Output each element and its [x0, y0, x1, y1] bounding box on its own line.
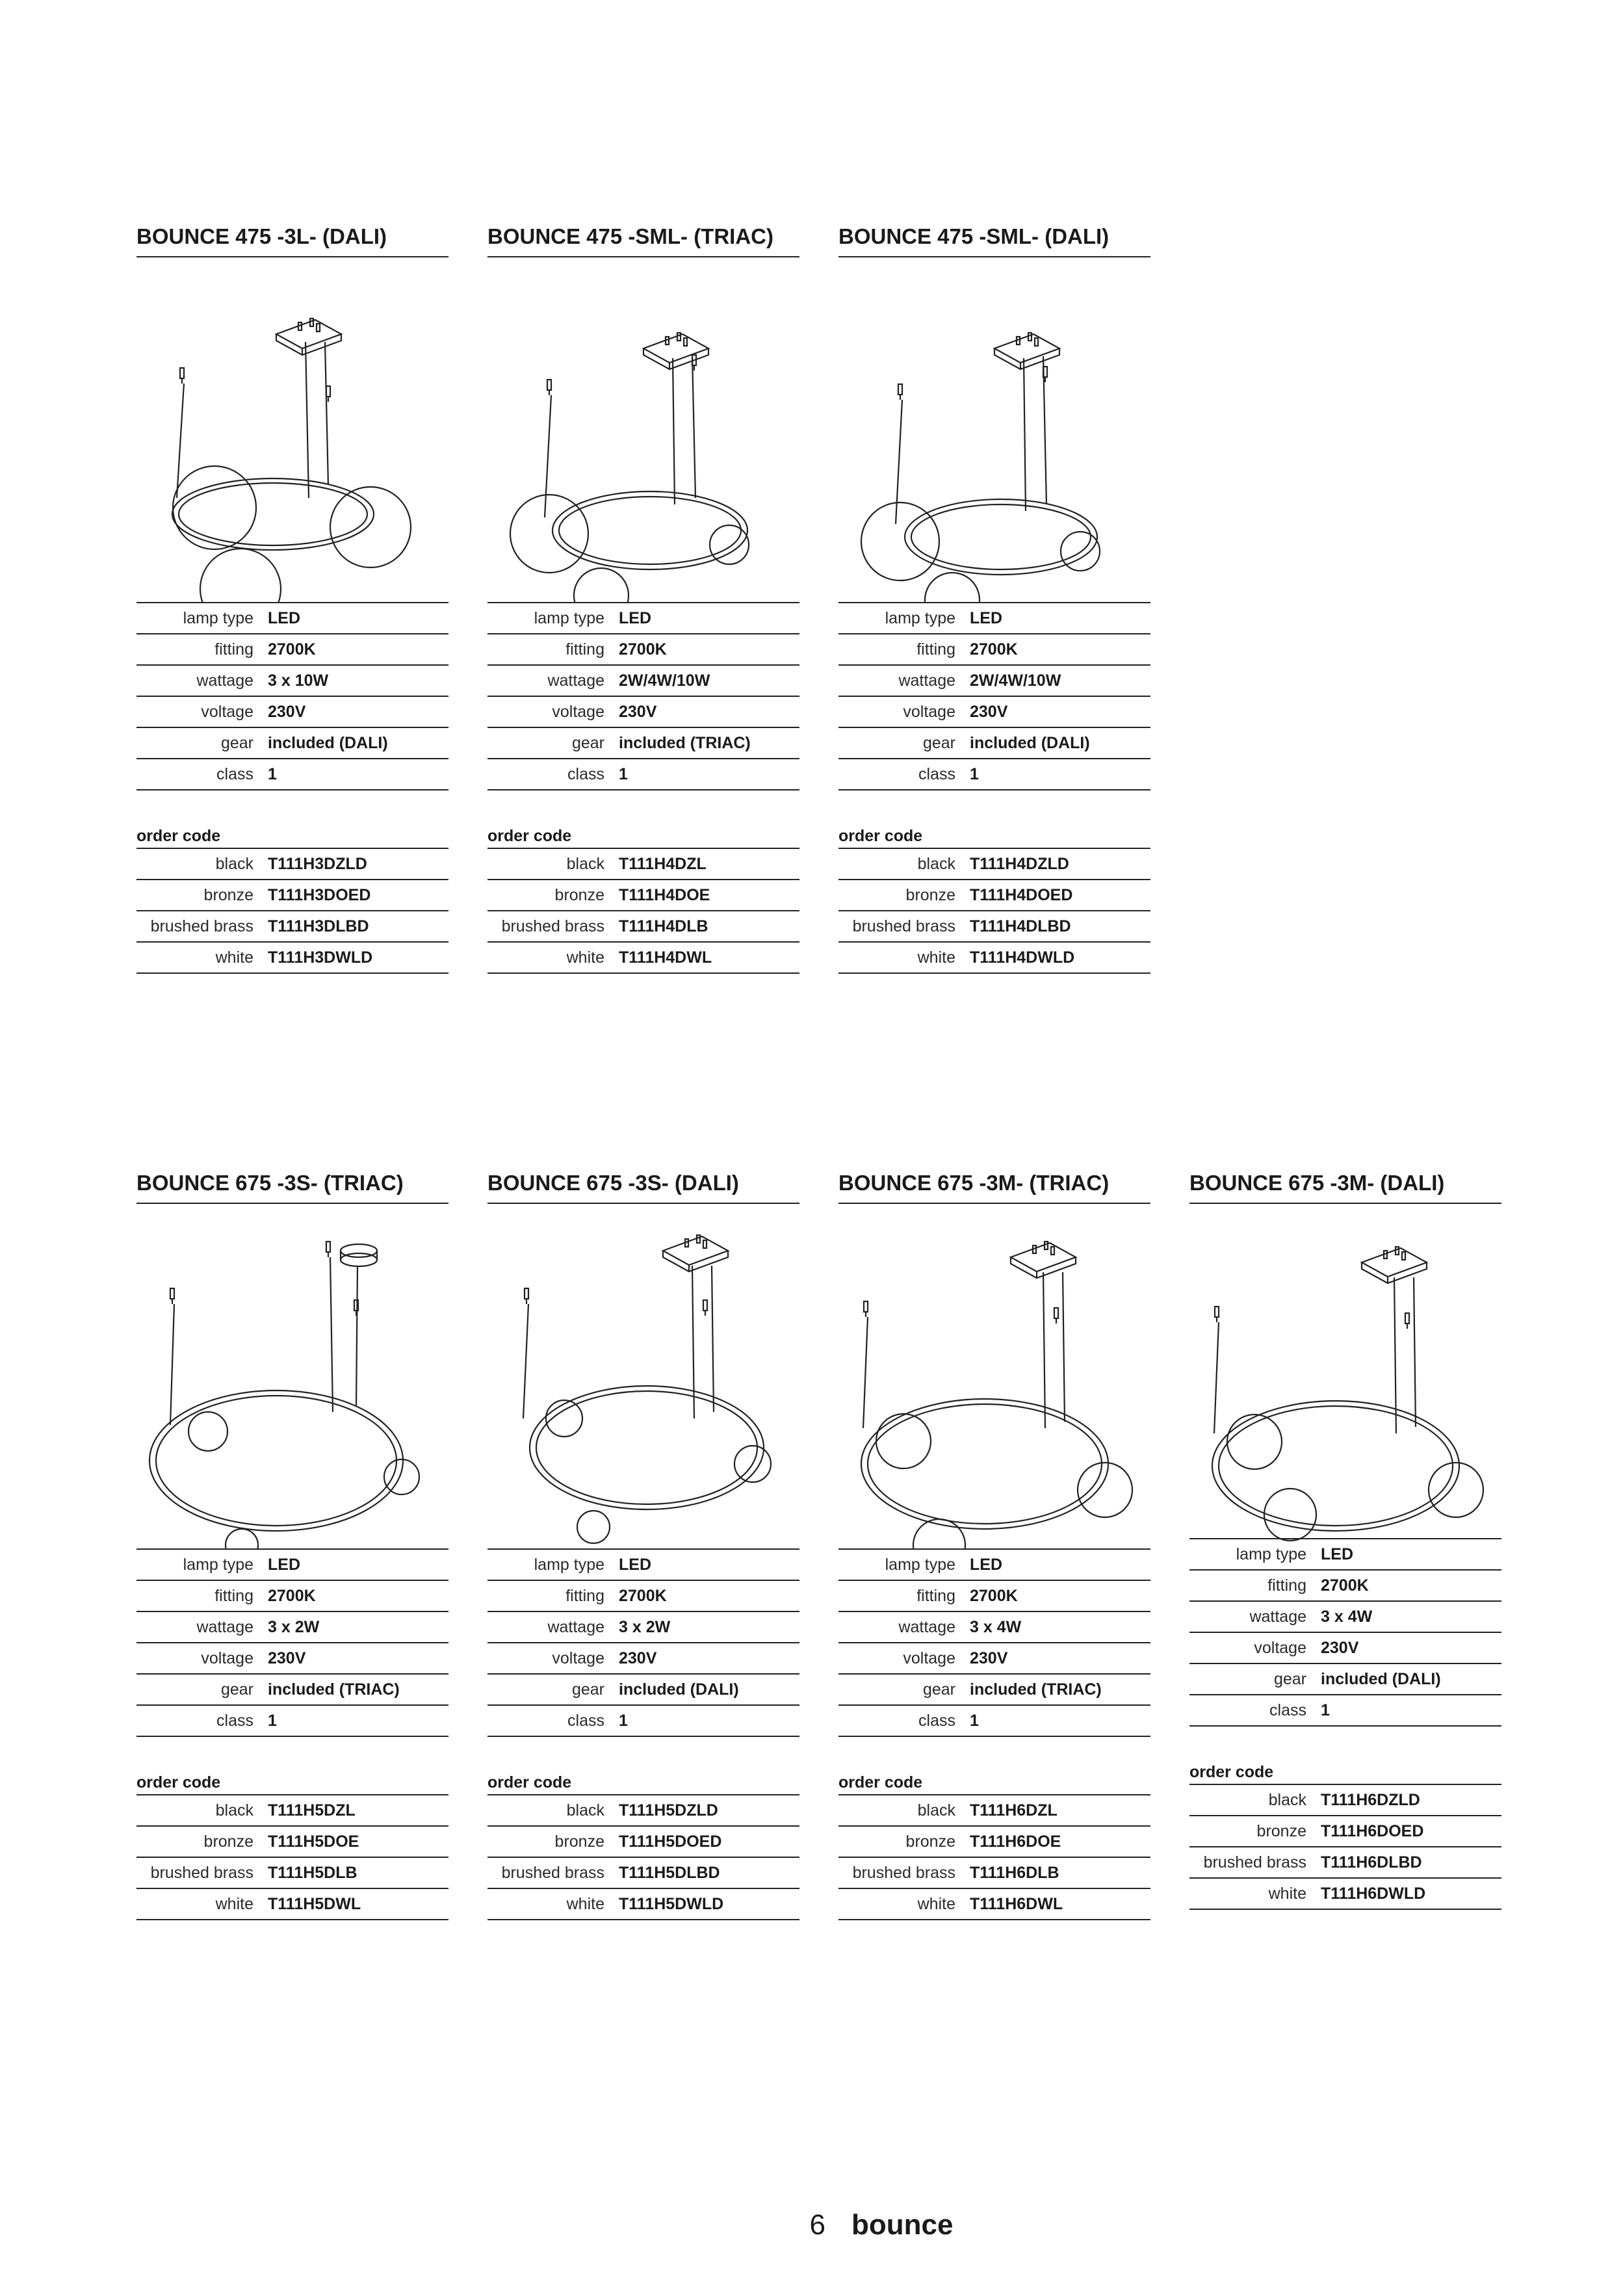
spec-row: [838, 697, 1150, 728]
order-code: T111H5DZL: [268, 1801, 356, 1820]
order-code: T111H4DWL: [619, 948, 712, 967]
spec-table: [1189, 1538, 1501, 1727]
spec-row: [136, 1643, 448, 1675]
order-row: [838, 1889, 1150, 1920]
finish-label: white: [215, 1894, 253, 1913]
spec-table: [136, 602, 448, 790]
finish-label: black: [566, 1801, 604, 1820]
spec-label: fitting: [214, 1586, 253, 1605]
order-code: T111H3DZLD: [268, 854, 367, 873]
spec-row: [838, 1612, 1150, 1643]
order-code-heading: order code: [1189, 1760, 1501, 1785]
order-row: [487, 1858, 799, 1889]
spec-row: [487, 728, 799, 759]
spec-value: 230V: [268, 702, 306, 721]
order-row: [838, 1827, 1150, 1858]
product-title: BOUNCE 475 -3L- (DALI): [136, 224, 448, 257]
spec-row: [1189, 1695, 1501, 1727]
order-code: T111H5DOED: [619, 1832, 722, 1851]
spec-row: [487, 1643, 799, 1675]
spec-value: 2W/4W/10W: [970, 671, 1061, 690]
spec-label: class: [216, 1711, 253, 1730]
spec-label: voltage: [552, 1649, 604, 1667]
spec-label: fitting: [916, 1586, 955, 1605]
order-code: T111H3DWLD: [268, 948, 373, 967]
product-drawing: [487, 1204, 799, 1548]
spec-row: [136, 697, 448, 728]
product-title: BOUNCE 675 -3S- (DALI): [487, 1170, 799, 1204]
product-drawing: [838, 257, 1150, 602]
spec-value: 230V: [268, 1649, 306, 1667]
product-drawing: [1189, 1204, 1501, 1538]
order-code: T111H6DZL: [970, 1801, 1058, 1820]
spec-row: [838, 728, 1150, 759]
order-row: [487, 1827, 799, 1858]
finish-label: black: [917, 1801, 955, 1820]
spec-value: 3 x 4W: [970, 1617, 1022, 1636]
order-row: [136, 1889, 448, 1920]
product-drawing: [136, 1204, 448, 1548]
spec-row: [838, 666, 1150, 697]
spec-value: 1: [970, 764, 979, 783]
spec-value: 2700K: [970, 640, 1018, 659]
spec-row: [136, 1550, 448, 1581]
finish-label: white: [215, 948, 253, 967]
spec-value: LED: [619, 608, 651, 627]
spec-table: [487, 1548, 799, 1737]
product-title: BOUNCE 675 -3S- (TRIAC): [136, 1170, 448, 1204]
order-row: [1189, 1816, 1501, 1847]
spec-value: 3 x 10W: [268, 671, 329, 690]
order-code: T111H6DWLD: [1321, 1884, 1426, 1903]
spec-value: 2700K: [268, 1586, 316, 1605]
finish-label: brushed brass: [852, 917, 955, 935]
product-card: [487, 224, 799, 974]
spec-label: gear: [571, 1680, 604, 1699]
spec-row: [487, 1706, 799, 1737]
spec-value: 1: [970, 1711, 979, 1730]
order-code: T111H5DWL: [268, 1894, 361, 1913]
order-code-heading: order code: [487, 824, 799, 849]
spec-row: [1189, 1571, 1501, 1602]
spec-value: LED: [268, 1555, 300, 1574]
spec-value: 2700K: [619, 1586, 667, 1605]
finish-label: bronze: [203, 1832, 253, 1851]
finish-label: black: [215, 1801, 253, 1820]
order-code-heading: order code: [136, 1771, 448, 1795]
spec-row: [838, 1675, 1150, 1706]
order-code: T111H4DZL: [619, 854, 707, 873]
spec-value: 230V: [619, 702, 657, 721]
spec-row: [1189, 1602, 1501, 1633]
spec-value: 2W/4W/10W: [619, 671, 710, 690]
finish-label: brushed brass: [501, 917, 604, 935]
spec-row: [136, 1612, 448, 1643]
spec-row: [487, 1581, 799, 1612]
spec-row: [838, 1643, 1150, 1675]
spec-label: lamp type: [1236, 1545, 1306, 1563]
finish-label: brushed brass: [150, 1863, 253, 1882]
spec-label: gear: [571, 733, 604, 752]
spec-value: LED: [970, 1555, 1002, 1574]
spec-table: [136, 1548, 448, 1737]
spec-label: class: [567, 764, 604, 783]
order-code-heading: order code: [487, 1771, 799, 1795]
order-row: [487, 849, 799, 880]
order-code: T111H4DLB: [619, 917, 708, 935]
finish-label: bronze: [203, 885, 253, 904]
page-footer: [780, 2209, 953, 2241]
spec-label: lamp type: [534, 1555, 604, 1574]
order-code: T111H6DOE: [970, 1832, 1061, 1851]
product-card: [136, 224, 448, 974]
spec-row: [487, 1675, 799, 1706]
product-card: [1189, 1170, 1501, 1910]
order-code: T111H6DWL: [970, 1894, 1063, 1913]
order-row: [136, 1827, 448, 1858]
order-row: [838, 1858, 1150, 1889]
spec-row: [136, 728, 448, 759]
order-code: T111H5DOE: [268, 1832, 359, 1851]
order-code: T111H6DLBD: [1321, 1853, 1422, 1872]
order-code: T111H4DOED: [970, 885, 1073, 904]
spec-row: [136, 759, 448, 790]
product-card: [136, 1170, 448, 1920]
order-row: [136, 943, 448, 974]
spec-label: voltage: [552, 702, 604, 721]
finish-label: brushed brass: [1203, 1853, 1306, 1872]
spec-row: [136, 603, 448, 634]
order-row: [487, 943, 799, 974]
spec-label: voltage: [903, 1649, 955, 1667]
spec-value: included (TRIAC): [970, 1680, 1102, 1699]
spec-value: 2700K: [970, 1586, 1018, 1605]
spec-label: gear: [922, 1680, 955, 1699]
spec-value: 1: [619, 764, 628, 783]
order-code-heading: order code: [838, 824, 1150, 849]
spec-value: 3 x 2W: [619, 1617, 671, 1636]
spec-value: 1: [1321, 1701, 1330, 1719]
order-row: [487, 880, 799, 911]
spec-label: wattage: [196, 671, 253, 690]
spec-label: wattage: [547, 1617, 604, 1636]
spec-row: [136, 1581, 448, 1612]
finish-label: bronze: [905, 1832, 955, 1851]
finish-label: white: [1268, 1884, 1306, 1903]
spec-label: lamp type: [183, 1555, 253, 1574]
spec-value: 1: [268, 764, 277, 783]
spec-label: wattage: [898, 1617, 955, 1636]
order-row: [838, 943, 1150, 974]
order-code: T111H3DOED: [268, 885, 371, 904]
spec-row: [1189, 1664, 1501, 1695]
spec-label: lamp type: [534, 608, 604, 627]
product-title: BOUNCE 475 -SML- (DALI): [838, 224, 1150, 257]
spec-row: [838, 1706, 1150, 1737]
spec-value: LED: [268, 608, 300, 627]
order-code: T111H4DOE: [619, 885, 710, 904]
spec-label: class: [567, 1711, 604, 1730]
order-code: T111H6DZLD: [1321, 1790, 1420, 1809]
order-row: [838, 1795, 1150, 1827]
spec-value: included (DALI): [619, 1680, 739, 1699]
spec-label: voltage: [903, 702, 955, 721]
order-row: [838, 880, 1150, 911]
spec-label: lamp type: [885, 608, 955, 627]
finish-label: black: [566, 854, 604, 873]
spec-value: 2700K: [619, 640, 667, 659]
spec-value: 230V: [970, 1649, 1008, 1667]
order-row: [136, 849, 448, 880]
order-row: [838, 911, 1150, 943]
spec-row: [838, 759, 1150, 790]
product-drawing: [136, 257, 448, 602]
spec-value: 230V: [970, 702, 1008, 721]
order-row: [487, 1889, 799, 1920]
order-code: T111H4DLBD: [970, 917, 1071, 935]
spec-table: [838, 1548, 1150, 1737]
finish-label: brushed brass: [150, 917, 253, 935]
spec-value: included (TRIAC): [268, 1680, 400, 1699]
spec-label: class: [918, 764, 955, 783]
spec-row: [487, 1612, 799, 1643]
product-card: [838, 1170, 1150, 1920]
spec-label: gear: [922, 733, 955, 752]
spec-label: wattage: [547, 671, 604, 690]
spec-row: [838, 1550, 1150, 1581]
order-code: T111H4DWLD: [970, 948, 1075, 967]
finish-label: black: [917, 854, 955, 873]
spec-label: gear: [1273, 1669, 1306, 1688]
finish-label: black: [1268, 1790, 1306, 1809]
order-code: T111H6DLB: [970, 1863, 1059, 1882]
spec-label: voltage: [201, 1649, 253, 1667]
spec-label: fitting: [565, 1586, 604, 1605]
finish-label: white: [566, 1894, 604, 1913]
spec-row: [838, 634, 1150, 666]
product-title: BOUNCE 675 -3M- (TRIAC): [838, 1170, 1150, 1204]
spec-label: gear: [220, 733, 253, 752]
order-row: [136, 1858, 448, 1889]
spec-row: [838, 603, 1150, 634]
spec-label: fitting: [565, 640, 604, 659]
order-code: T111H5DLB: [268, 1863, 357, 1882]
spec-label: wattage: [196, 1617, 253, 1636]
order-row: [136, 1795, 448, 1827]
product-drawing: [487, 257, 799, 602]
page-number: 6: [809, 2209, 825, 2241]
spec-row: [1189, 1633, 1501, 1664]
order-code: T111H5DZLD: [619, 1801, 718, 1820]
spec-label: wattage: [898, 671, 955, 690]
order-row: [838, 849, 1150, 880]
spec-label: fitting: [916, 640, 955, 659]
spec-value: included (DALI): [970, 733, 1090, 752]
spec-row: [838, 1581, 1150, 1612]
spec-value: 230V: [619, 1649, 657, 1667]
finish-label: white: [566, 948, 604, 967]
spec-table: [838, 602, 1150, 790]
spec-value: included (DALI): [1321, 1669, 1441, 1688]
spec-label: fitting: [1267, 1576, 1306, 1595]
finish-label: white: [917, 1894, 955, 1913]
order-row: [487, 911, 799, 943]
spec-value: 2700K: [268, 640, 316, 659]
spec-value: included (TRIAC): [619, 733, 751, 752]
order-row: [136, 911, 448, 943]
spec-row: [487, 603, 799, 634]
spec-row: [136, 634, 448, 666]
spec-row: [487, 1550, 799, 1581]
spec-row: [487, 759, 799, 790]
finish-label: white: [917, 948, 955, 967]
order-code: T111H4DZLD: [970, 854, 1069, 873]
spec-label: gear: [220, 1680, 253, 1699]
spec-value: 3 x 2W: [268, 1617, 320, 1636]
spec-label: class: [918, 1711, 955, 1730]
order-code-heading: order code: [136, 824, 448, 849]
spec-row: [487, 634, 799, 666]
finish-label: bronze: [554, 885, 604, 904]
spec-label: wattage: [1249, 1607, 1306, 1626]
order-row: [1189, 1785, 1501, 1816]
product-title: BOUNCE 675 -3M- (DALI): [1189, 1170, 1501, 1204]
spec-row: [487, 666, 799, 697]
spec-value: 230V: [1321, 1638, 1359, 1657]
finish-label: black: [215, 854, 253, 873]
order-code: T111H6DOED: [1321, 1821, 1424, 1840]
product-drawing: [838, 1204, 1150, 1548]
product-title: BOUNCE 475 -SML- (TRIAC): [487, 224, 799, 257]
spec-label: voltage: [201, 702, 253, 721]
spec-label: class: [1269, 1701, 1306, 1719]
spec-value: LED: [619, 1555, 651, 1574]
spec-row: [136, 1675, 448, 1706]
spec-value: 3 x 4W: [1321, 1607, 1373, 1626]
spec-label: lamp type: [183, 608, 253, 627]
order-row: [487, 1795, 799, 1827]
order-row: [1189, 1879, 1501, 1910]
spec-table: [487, 602, 799, 790]
order-row: [1189, 1847, 1501, 1879]
spec-value: LED: [1321, 1545, 1353, 1563]
finish-label: brushed brass: [852, 1863, 955, 1882]
finish-label: bronze: [554, 1832, 604, 1851]
finish-label: bronze: [905, 885, 955, 904]
product-card: [487, 1170, 799, 1920]
spec-label: lamp type: [885, 1555, 955, 1574]
spec-value: 2700K: [1321, 1576, 1369, 1595]
order-code: T111H3DLBD: [268, 917, 369, 935]
order-row: [136, 880, 448, 911]
order-code: T111H5DLBD: [619, 1863, 720, 1882]
spec-row: [136, 666, 448, 697]
spec-value: LED: [970, 608, 1002, 627]
spec-value: 1: [268, 1711, 277, 1730]
spec-label: voltage: [1254, 1638, 1306, 1657]
finish-label: bronze: [1256, 1821, 1306, 1840]
spec-value: included (DALI): [268, 733, 388, 752]
order-code-heading: order code: [838, 1771, 1150, 1795]
spec-label: fitting: [214, 640, 253, 659]
spec-label: class: [216, 764, 253, 783]
order-code: T111H5DWLD: [619, 1894, 724, 1913]
brand-name: bounce: [851, 2209, 954, 2241]
spec-row: [487, 697, 799, 728]
spec-row: [136, 1706, 448, 1737]
finish-label: brushed brass: [501, 1863, 604, 1882]
spec-value: 1: [619, 1711, 628, 1730]
product-card: [838, 224, 1150, 974]
